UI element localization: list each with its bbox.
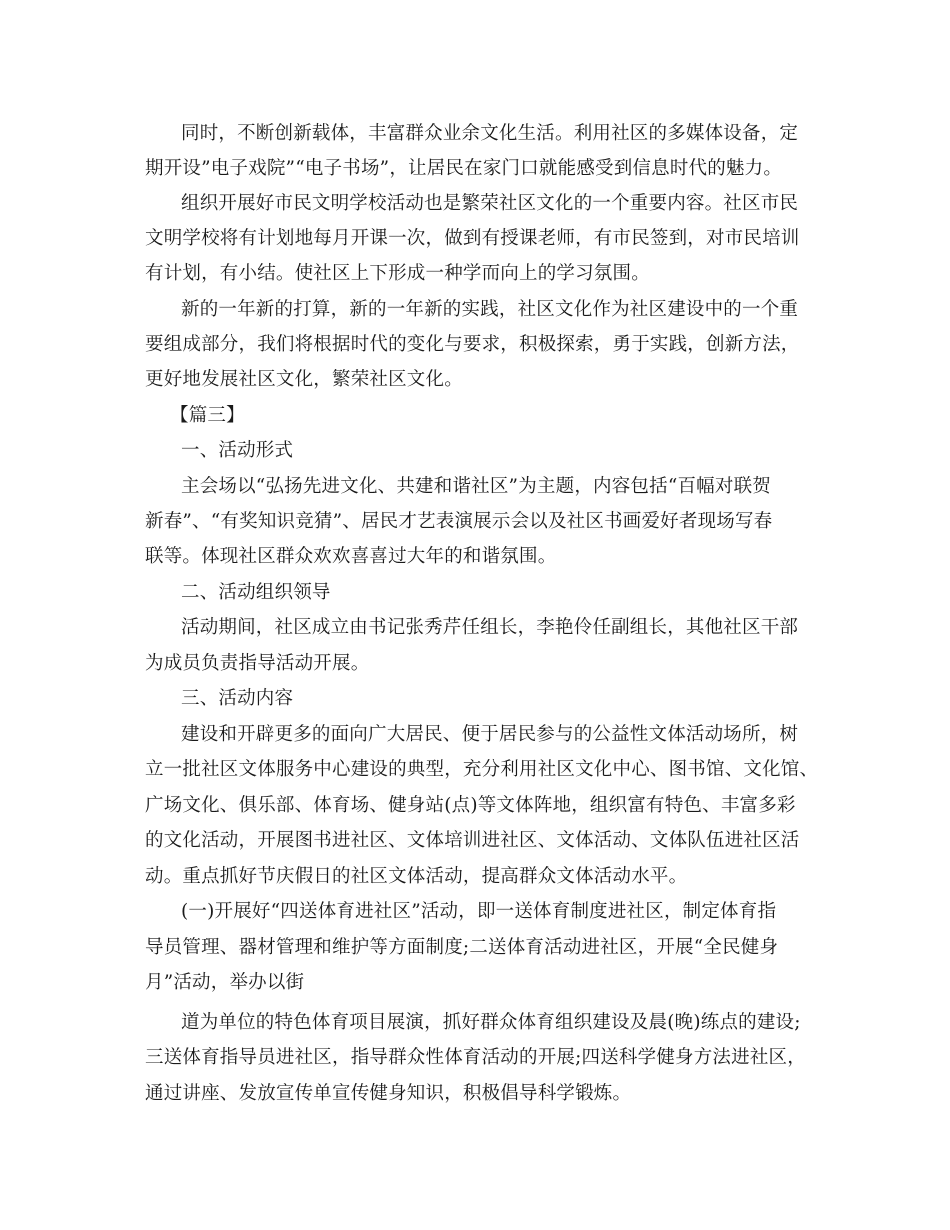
paragraph-line: 文明学校将有计划地每月开课一次，做到有授课老师，有市民签到，对市民培训: [145, 228, 800, 249]
paragraph-line: 联等。体现社区群众欢欢喜喜过大年的和谐氛围。: [145, 546, 557, 567]
subsection-heading: 一、活动形式: [181, 440, 294, 461]
paragraph-line: 组织开展好市民文明学校活动也是繁荣社区文化的一个重要内容。社区市民: [181, 193, 799, 214]
paragraph-line: 动。重点抓好节庆假日的社区文体活动，提高群众文体活动水平。: [145, 866, 688, 887]
paragraph-line: 新春”、“有奖知识竞猜”、居民才艺表演展示会以及社区书画爱好者现场写春: [145, 511, 773, 532]
paragraph-line: 建设和开辟更多的面向广大居民、便于居民参与的公益性文体活动场所，树: [181, 724, 799, 745]
section-heading: 【篇三】: [170, 405, 245, 426]
paragraph-line: 活动期间，社区成立由书记张秀芹任组长，李艳伶任副组长，其他社区干部: [181, 617, 799, 638]
subsection-heading: 三、活动内容: [181, 688, 294, 709]
paragraph-line: (一)开展好“四送体育进社区”活动，即一送体育制度进社区，制定体育指: [181, 901, 777, 922]
paragraph-line: 期开设”电子戏院”“电子书场”，让居民在家门口就能感受到信息时代的魅力。: [145, 158, 783, 179]
paragraph-line: 的文化活动，开展图书进社区、文体培训进社区、文体活动、文体队伍进社区活: [145, 830, 800, 851]
paragraph-line: 主会场以“弘扬先进文化、共建和谐社区”为主题，内容包括“百幅对联贺: [181, 476, 771, 497]
paragraph-line: 广场文化、俱乐部、体育场、健身站(点)等文体阵地，组织富有特色、丰富多彩: [145, 795, 796, 816]
paragraph-line: 通过讲座、发放宣传单宣传健身知识，积极倡导科学锻炼。: [145, 1083, 632, 1104]
paragraph-line: 要组成部分，我们将根据时代的变化与要求，积极探索，勇于实践，创新方法，: [145, 334, 800, 355]
paragraph-line: 同时，不断创新载体，丰富群众业余文化生活。利用社区的多媒体设备，定: [181, 123, 799, 144]
subsection-heading: 二、活动组织领导: [181, 582, 331, 603]
paragraph-line: 道为单位的特色体育项目展演，抓好群众体育组织建设及晨(晚)练点的建设;: [181, 1012, 801, 1033]
paragraph-line: 三送体育指导员进社区，指导群众性体育活动的开展;四送科学健身方法进社区，: [145, 1047, 806, 1068]
paragraph-line: 立一批社区文体服务中心建设的典型，充分利用社区文化中心、图书馆、文化馆、: [145, 759, 819, 780]
paragraph-line: 为成员负责指导活动开展。: [145, 653, 370, 674]
paragraph-line: 新的一年新的打算，新的一年新的实践，社区文化作为社区建设中的一个重: [181, 299, 799, 320]
paragraph-line: 导员管理、器材管理和维护等方面制度;二送体育活动进社区，开展“全民健身: [145, 937, 779, 958]
paragraph-line: 有计划，有小结。使社区上下形成一种学而向上的学习氛围。: [145, 263, 650, 284]
paragraph-line: 更好地发展社区文化，繁荣社区文化。: [145, 369, 463, 390]
paragraph-line: 月”活动，举办以街: [145, 972, 305, 993]
